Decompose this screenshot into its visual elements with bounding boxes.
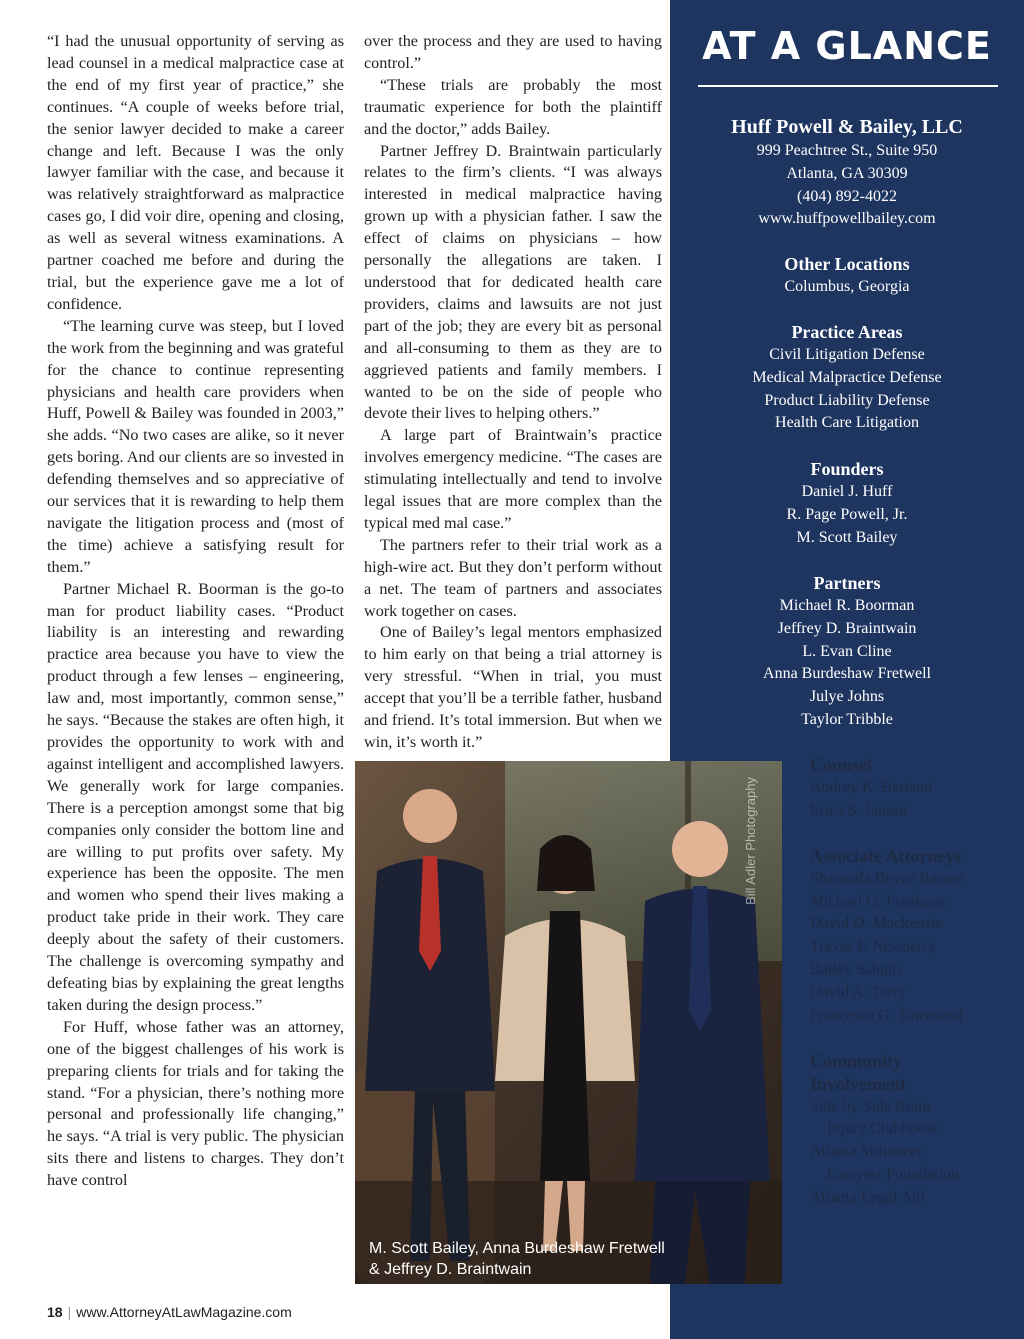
section-heading: Counsel xyxy=(810,755,873,775)
list-item: Sharonda Boyce Barnes xyxy=(810,869,964,887)
list-item: M. Scott Bailey xyxy=(796,528,898,546)
list-item: Daniel J. Huff xyxy=(801,483,893,500)
photo-caption xyxy=(369,1238,709,1280)
list-item: Michael R. Boorman xyxy=(779,597,915,614)
section-heading: Other Locations xyxy=(784,254,910,274)
list-item: Francesca G. Townsend xyxy=(810,1006,963,1024)
caption-line: & Jeffrey D. Braintwain xyxy=(369,1261,532,1278)
page-footer xyxy=(47,1304,292,1320)
website-link[interactable]: www.huffpowellbailey.com xyxy=(758,210,936,228)
list-item: Julye Johns xyxy=(809,688,885,706)
paragraph: “These trials are probably the most traumatic experience for both the plaintiff and the doctor,” adds Bailey. xyxy=(364,75,662,138)
paragraph: Partner Jeffrey D. Braintwain particularly relates to the firm’s clients. “I was always interested in medical malpractice having grown up with a physician father. I saw the effect of claims on physicians – how personally the allegations are taken. I understood that for dedicated health care providers, claims and lawsuits are not just part of the job; they are every bit as personal and all-consuming to them as they are to aggrieved patients and family members. I wanted to be on the side of people who devote their lives to helping others.” xyxy=(364,141,662,423)
list-item: Anna Burdeshaw Fretwell xyxy=(763,665,931,683)
community-section xyxy=(810,1050,959,1210)
phone-number: (404) 892-4022 xyxy=(797,187,897,205)
paragraph: The partners refer to their trial work as a high-wire act. But they don’t perform without a net. The team of partners and associates work together on cases. xyxy=(364,535,662,620)
list-item: David A. Terry xyxy=(810,983,906,1001)
list-item: R. Page Powell, Jr. xyxy=(786,505,908,523)
paragraph: One of Bailey’s legal mentors emphasized to him early on that being a trial attorney is very stressful. “When in trial, you must accept that you’ll be a terrible father, husband and friend. It’s total immersion. But when we win, it’s worth it.” xyxy=(364,623,662,751)
list-item: Atlanta Legal Aid xyxy=(810,1188,925,1206)
article-column-1 xyxy=(47,31,344,1192)
other-locations-section xyxy=(670,252,1024,299)
sidebar-title: AT A GLANCE xyxy=(702,24,992,68)
firm-name: Huff Powell & Bailey, LLC xyxy=(731,116,963,138)
list-item: Columbus, Georgia xyxy=(784,278,910,295)
list-item: Erica S. Jansen xyxy=(810,801,908,819)
list-item: Side by Side Brain xyxy=(810,1097,931,1115)
list-item: Medical Malpractice Defense xyxy=(752,368,942,386)
practice-areas-section xyxy=(670,320,1024,435)
firm-contact xyxy=(670,114,1024,231)
founders-section xyxy=(670,457,1024,549)
list-item: Bailey Sabulis xyxy=(810,960,903,978)
paragraph: over the process and they are used to having control.” xyxy=(364,32,662,72)
footer-separator: | xyxy=(67,1304,72,1320)
list-item: Product Liability Defense xyxy=(764,391,930,409)
counsel-section xyxy=(810,754,932,822)
article-column-2 xyxy=(364,31,662,754)
photo-credit: Bill Adler Photography xyxy=(743,777,758,905)
list-item: Lawyers Foundation xyxy=(827,1165,959,1183)
section-heading: Involvement xyxy=(810,1073,906,1094)
page-number: 18 xyxy=(47,1304,63,1320)
footer-website[interactable]: www.AttorneyAtLawMagazine.com xyxy=(76,1304,292,1320)
list-item: Atlanta Volunteer xyxy=(810,1143,923,1161)
paragraph: “I had the unusual opportunity of serving as lead counsel in a medical malpractice case at the end of my first year of practice,” she continues. “A couple of weeks before trial, the senior lawyer decided to make a career change and left. Because I was the only lawyer familiar with the case, and because it was relatively straightforward as malpractice cases go, I did voir dire, opening and closing, as well as several witness examinations. A partner coached me before and during the trial, but the experience gave me a lot of confidence. xyxy=(47,32,344,313)
paragraph: Partner Michael R. Boorman is the go-to man for product liability cases. “Product liability is an interesting and rewarding practice area because you have to view the product through a few lenses – engineering, law and, most importantly, common sense,” he says. “Because the stakes are often high, it provides the opportunity to work with and against intelligent and accomplished lawyers. We generally work for large companies. There is a perception amongst some that big companies only consider the bottom line and are willing to put profits over safety. My experience has been the opposite. The men and women who spend their lives making a product take pride in their work. They care deeply about the safety of their customers. The challenge is overcoming sympathy and defeating bias by explaining the great lengths taken during the design process.” xyxy=(47,579,344,1014)
section-heading: Associate Attorneys xyxy=(810,846,962,866)
section-heading: Founders xyxy=(810,459,884,479)
photo-illustration xyxy=(355,761,782,1284)
attorneys-photo xyxy=(355,761,782,1284)
caption-line: M. Scott Bailey, Anna Burdeshaw Fretwell xyxy=(369,1240,665,1257)
list-item: Trevor P. Newberry xyxy=(810,938,937,956)
divider xyxy=(698,85,998,87)
address-line: Atlanta, GA 30309 xyxy=(786,164,908,182)
section-heading: Partners xyxy=(813,573,881,593)
list-item: Michael G. Frankson xyxy=(810,892,946,910)
address-line: 999 Peachtree St., Suite 950 xyxy=(756,142,938,159)
partners-section xyxy=(670,571,1024,732)
paragraph: “The learning curve was steep, but I loved the work from the beginning and was grateful for the chance to continue representing physicians and health care providers when Huff, Powell & Bailey was founded in 2003,” she adds. “No two cases are alike, so it never gets boring. And our clients are so invested in defending themselves and so appreciative of our services that it is rewarding to help them navigate the litigation process and (most of the time) achieve a satisfying result for them.” xyxy=(47,316,344,576)
list-item: Health Care Litigation xyxy=(775,414,919,432)
list-item: Jeffrey D. Braintwain xyxy=(777,619,917,637)
list-item: David D. Mackenzie xyxy=(810,915,943,933)
list-item: Audrey K. Berland xyxy=(810,778,933,796)
list-item: L. Evan Cline xyxy=(802,642,892,660)
list-item: Taylor Tribble xyxy=(801,710,893,728)
paragraph: For Huff, whose father was an attorney, one of the biggest challenges of his work is preparing clients for trials and for taking the stand. “For a physician, there’s nothing more personal and professionally life changing,” he says. “A trial is very public. The physician sits there and listens to charges. They don’t have control xyxy=(47,1017,344,1190)
section-heading: Community xyxy=(810,1051,903,1071)
section-heading: Practice Areas xyxy=(791,322,903,342)
list-item: Injury Clubhouse xyxy=(827,1120,939,1138)
associates-section xyxy=(810,845,964,1027)
paragraph: A large part of Braintwain’s practice involves emergency medicine. “The cases are stimulating intellectually and tend to involve legal issues that are more complex than the typical med mal case.” xyxy=(364,426,662,532)
list-item: Civil Litigation Defense xyxy=(769,346,925,363)
